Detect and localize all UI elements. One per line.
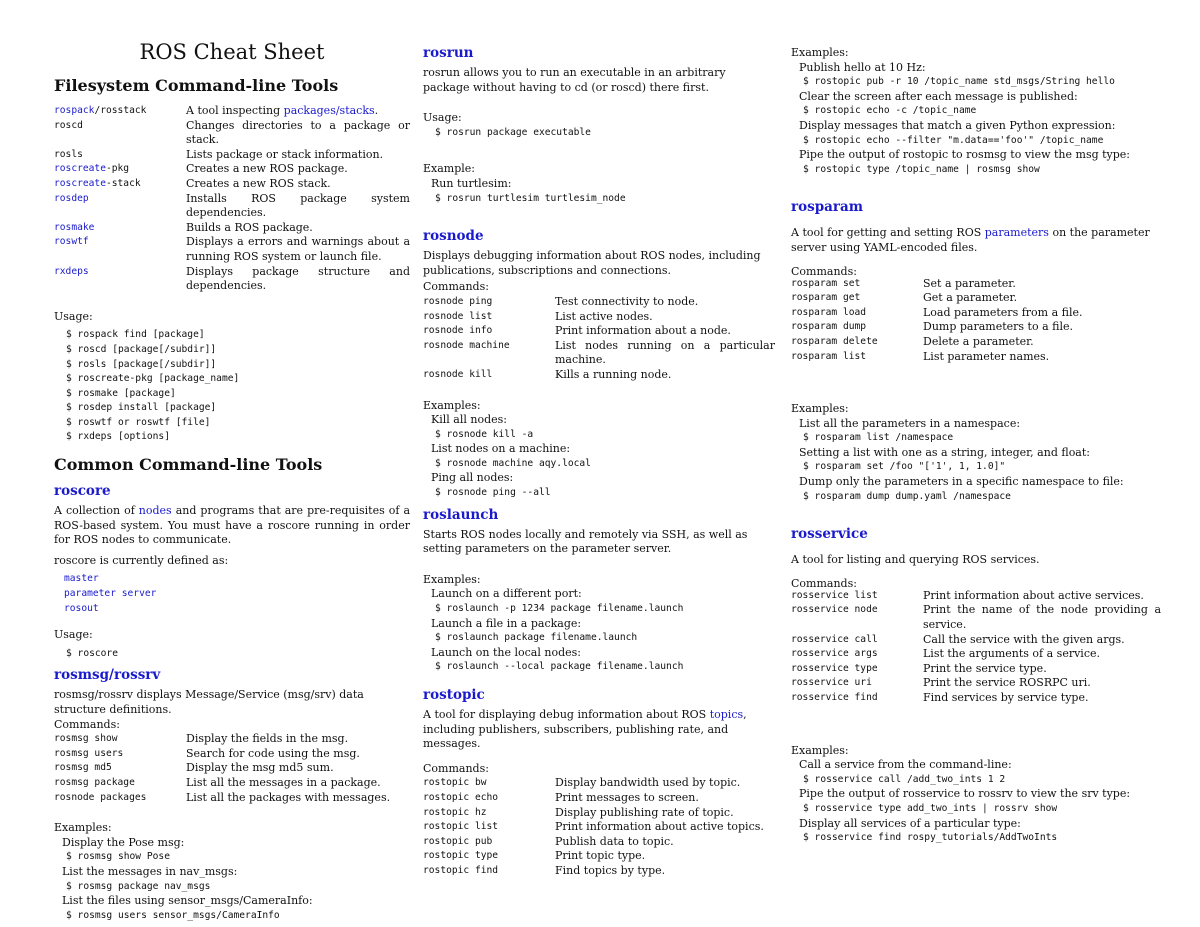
filesystem-tool-command (54, 162, 174, 177)
rostopic-command: rostopic list (423, 821, 499, 833)
rostopic-title: rostopic (423, 687, 485, 703)
roscore-components-list (54, 572, 410, 616)
topics-link[interactable]: topics (709, 708, 744, 721)
usage-command: $ roscd [package[/subdir]] (66, 343, 217, 355)
column-2 (423, 40, 775, 883)
rosmsg-description: Display the fields in the msg. (186, 732, 349, 746)
filesystem-tool-command (54, 148, 174, 163)
rostopic-description: Print topic type. (555, 849, 646, 863)
parameters-link[interactable]: parameters (984, 226, 1049, 240)
rostopic-command: rostopic bw (423, 777, 487, 789)
rosparam-command: rosparam list (791, 350, 867, 362)
rosrun-example-text: Run turtlesim: (431, 176, 512, 190)
rosparam-description: Dump parameters to a file. (923, 320, 1074, 334)
column-1 (54, 40, 410, 923)
rosservice-title: rosservice (791, 526, 868, 543)
rosservice-description: Print information about active services. (923, 588, 1144, 602)
rosparam-examples-list (791, 417, 1161, 505)
roscore-title: roscore (54, 483, 111, 500)
rosservice-command: rosservice uri (791, 677, 872, 689)
filesystem-tool-description (186, 119, 410, 148)
rosservice-example-text: Pipe the output of rosservice to rossrv to view the srv type: (799, 787, 1131, 801)
roscore-component-link[interactable]: parameter server (64, 588, 157, 600)
rostopic-command: rostopic find (423, 864, 499, 876)
description-text: Builds a ROS package. (186, 220, 313, 234)
rosmsg-command: rosnode packages (54, 791, 147, 803)
rostopic-example-text: Display messages that match a given Python expression: (799, 118, 1116, 132)
description-text: Creates a new ROS package. (186, 162, 348, 176)
rosparam-title: rosparam (791, 199, 864, 216)
rostopic-example-command: $ rostopic echo -c /topic_name (803, 105, 977, 117)
filesystem-tool-description (186, 265, 410, 294)
rosparam-example-text: Dump only the parameters in a specific namespace to file: (799, 475, 1124, 489)
description-text: Installs ROS package system dependencies. (186, 191, 410, 220)
rosnode-commands-table (423, 295, 775, 383)
usage-command: $ rosdep install [package] (66, 402, 217, 414)
rosservice-command: rosservice type (791, 662, 878, 674)
rosrun-usage-label: Usage: (423, 111, 462, 125)
usage-command: $ roscreate-pkg [package_name] (66, 373, 240, 385)
rosnode-title: rosnode (423, 228, 484, 245)
rostopic-commands-label: Commands: (423, 761, 489, 775)
usage-command: $ rosmake [package] (66, 387, 176, 399)
rosmsg-example-text: Display the Pose msg: (62, 835, 185, 849)
roscore-component-link[interactable]: rosout (64, 602, 99, 614)
filesystem-tools-heading: Filesystem Command-line Tools (54, 76, 339, 95)
roslaunch-example-command: $ roslaunch -p 1234 package filename.launch (435, 603, 684, 615)
filesystem-tool-description (186, 177, 410, 192)
description-text: Lists package or stack information. (186, 147, 384, 161)
filesystem-tool-command (54, 119, 174, 148)
description-text: A tool inspecting (186, 104, 284, 117)
rosservice-description: Print the service type. (923, 661, 1047, 675)
rosnode-description: Test connectivity to node. (555, 294, 699, 308)
rosmsg-commands-label: Commands: (54, 717, 120, 731)
rosservice-commands-table (791, 589, 1161, 706)
roscore-usage-label: Usage: (54, 628, 93, 642)
roscore-usage-command: $ roscore (66, 647, 118, 659)
rosmsg-title: rosmsg/rossrv (54, 667, 161, 684)
description-text: . (374, 104, 379, 117)
rosmsg-command: rosmsg md5 (54, 762, 112, 774)
rosmsg-commands-table (54, 732, 410, 805)
rosparam-description: Get a parameter. (923, 291, 1018, 305)
rosservice-command: rosservice list (791, 589, 878, 601)
usage-command: $ rosls [package[/subdir]] (66, 358, 217, 370)
rostopic-example-text: Pipe the output of rostopic to rosmsg to view the msg type: (799, 148, 1131, 162)
filesystem-tool-link[interactable]: rxdeps (54, 265, 89, 277)
rosnode-example-text: Ping all nodes: (431, 471, 514, 485)
filesystem-tool-link[interactable]: rosdep (54, 192, 89, 204)
rosnode-examples-label: Examples: (423, 398, 481, 412)
rostopic-examples-label: Examples: (791, 46, 849, 59)
rosmsg-description: List all the packages with messages. (186, 790, 391, 804)
rosparam-commands-label: Commands: (791, 264, 857, 278)
rosmsg-command: rosmsg users (54, 747, 124, 759)
rosparam-description: Delete a parameter. (923, 334, 1034, 348)
rosmsg-command: rosmsg package (54, 776, 135, 788)
filesystem-tool-description (186, 148, 410, 163)
filesystem-tool-command (54, 104, 174, 119)
usage-command: $ roswtf or roswtf [file] (66, 416, 211, 428)
rosparam-commands-table (791, 277, 1161, 365)
rostopic-description: Print information about active topics. (555, 820, 764, 834)
rosmsg-example-text: List the files using sensor_msgs/CameraInfo: (62, 894, 313, 908)
rostopic-command: rostopic pub (423, 835, 493, 847)
rosmsg-example-command: $ rosmsg package nav_msgs (66, 880, 211, 892)
rosnode-command: rosnode machine (423, 339, 510, 351)
rostopic-description: A tool for displaying debug information about ROS topics, including publishers, subscribers, publishing rate, and messages. (423, 708, 747, 751)
description-text: Creates a new ROS stack. (186, 176, 331, 190)
rosservice-description: Call the service with the given args. (923, 632, 1125, 646)
rostopic-examples-list (791, 61, 1161, 178)
packages-stacks-link[interactable]: packages/stacks (283, 104, 375, 117)
rosservice-command: rosservice args (791, 648, 878, 660)
rosparam-description: Load parameters from a file. (923, 305, 1083, 319)
usage-command: $ rxdeps [options] (66, 431, 170, 443)
roslaunch-title: roslaunch (423, 506, 499, 523)
rosparam-command: rosparam get (791, 292, 861, 304)
roslaunch-example-command: $ roslaunch --local package filename.launch (435, 661, 684, 673)
rostopic-example-text: Publish hello at 10 Hz: (799, 60, 926, 74)
roslaunch-example-text: Launch on the local nodes: (431, 645, 581, 659)
filesystem-tool-command (54, 221, 174, 236)
filesystem-tool-link[interactable]: rosmake (54, 221, 95, 233)
rosnode-description: Displays debugging information about ROS nodes, including publications, subscriptions and connections. (423, 249, 761, 277)
rosrun-description: rosrun allows you to run an executable in an arbitrary package without having to cd (or roscd) there first. (423, 66, 726, 94)
rosservice-commands-label: Commands: (791, 576, 857, 590)
rosmsg-command: rosmsg show (54, 733, 118, 745)
rosmsg-description: List all the messages in a package. (186, 775, 381, 789)
filesystem-usage-label: Usage: (54, 309, 93, 323)
rosservice-example-command: $ rosservice find rospy_tutorials/AddTwoInts (803, 832, 1058, 844)
filesystem-tool-link[interactable]: roswtf (54, 236, 89, 248)
roslaunch-example-text: Launch on a different port: (431, 587, 582, 601)
rosnode-example-command: $ rosnode ping --all (435, 487, 551, 499)
rosmsg-description: rosmsg/rossrv displays Message/Service (msg/srv) data structure definitions. (54, 688, 364, 716)
rosnode-example-text: Kill all nodes: (431, 413, 507, 427)
rostopic-commands-table (423, 776, 775, 878)
filesystem-tool-command (54, 192, 174, 221)
rosparam-command: rosparam load (791, 306, 867, 318)
description-text: Changes directories to a package or stack. (186, 118, 410, 147)
roslaunch-example-text: Launch a file in a package: (431, 616, 582, 630)
rosnode-examples-list (423, 413, 775, 501)
rosmsg-examples-list (54, 836, 410, 924)
rosnode-command: rosnode list (423, 310, 493, 322)
filesystem-tool-command-text: -pkg (105, 163, 130, 175)
rostopic-command: rostopic hz (423, 806, 487, 818)
rosservice-description: A tool for listing and querying ROS services. (791, 553, 1040, 567)
rosnode-description: Kills a running node. (555, 367, 672, 381)
nodes-link[interactable]: nodes (138, 504, 172, 518)
description-text: Displays package structure and dependencies. (186, 264, 410, 293)
rosservice-command: rosservice node (791, 604, 878, 616)
rosnode-command: rosnode ping (423, 295, 493, 307)
filesystem-usage-list (54, 328, 410, 445)
rostopic-description: Print messages to screen. (555, 790, 699, 804)
filesystem-tool-command (54, 235, 174, 264)
rosrun-title: rosrun (423, 45, 474, 61)
roslaunch-example-command: $ roslaunch package filename.launch (435, 632, 638, 644)
rosnode-example-text: List nodes on a machine: (431, 442, 571, 456)
filesystem-tool-description (186, 104, 410, 119)
rosservice-example-command: $ rosservice call /add_two_ints 1 2 (803, 773, 1006, 785)
rosservice-command: rosservice find (791, 692, 878, 703)
roscore-defined-text: roscore is currently defined as: (54, 553, 229, 567)
rostopic-command: rostopic echo (423, 791, 499, 803)
filesystem-tool-description (186, 235, 410, 264)
rosrun-example-label: Example: (423, 162, 475, 176)
rosparam-example-command: $ rosparam set /foo "['1', 1, 1.0]" (803, 461, 1006, 473)
rosmsg-examples-label: Examples: (54, 821, 112, 835)
filesystem-tools-table (54, 104, 410, 294)
rosservice-command: rosservice call (791, 633, 878, 645)
rosparam-example-command: $ rosparam list /namespace (803, 432, 954, 444)
rosnode-commands-label: Commands: (423, 280, 489, 294)
description-text: Displays a errors and warnings about a running ROS system or launch file. (186, 235, 410, 263)
rosmsg-example-command: $ rosmsg users sensor_msgs/CameraInfo (66, 909, 280, 921)
rosrun-example-command: $ rosrun turtlesim turtlesim_node (435, 192, 626, 204)
roslaunch-examples-list (423, 587, 775, 675)
rostopic-description: Find topics by type. (555, 863, 666, 877)
rosnode-description: List nodes running on a particular machine. (555, 338, 775, 367)
rosparam-description: A tool for getting and setting ROS parameters on the parameter server using YAML-encoded files. (791, 226, 1150, 254)
rosnode-example-command: $ rosnode kill -a (435, 428, 534, 440)
filesystem-tool-command-text: /rosstack (94, 105, 147, 116)
rosnode-example-command: $ rosnode machine aqy.local (435, 457, 591, 469)
filesystem-tool-description (186, 192, 410, 221)
rosmsg-example-command: $ rosmsg show Pose (66, 851, 170, 863)
rosparam-examples-label: Examples: (791, 402, 849, 416)
filesystem-tool-description (186, 162, 410, 177)
filesystem-tool-description (186, 221, 410, 236)
rostopic-example-command: $ rostopic pub -r 10 /topic_name std_msgs/String hello (803, 76, 1115, 88)
rosparam-command: rosparam set (791, 277, 861, 289)
rosparam-command: rosparam dump (791, 321, 867, 333)
filesystem-tool-command-text: rosls (54, 148, 83, 160)
roscore-description: A collection of nodes and programs that are pre-requisites of a ROS-based system. You must have a roscore running in order for ROS nodes to communicate. (54, 504, 411, 547)
rostopic-command: rostopic type (423, 850, 499, 862)
rosparam-description: List parameter names. (923, 349, 1050, 363)
filesystem-tool-command-text: roscd (54, 119, 83, 131)
rosnode-command: rosnode info (423, 325, 493, 337)
rosmsg-description: Display the msg md5 sum. (186, 761, 334, 775)
page-title: ROS Cheat Sheet (139, 40, 325, 64)
rostopic-example-text: Clear the screen after each message is published: (799, 89, 1078, 103)
rosparam-example-command: $ rosparam dump dump.yaml /namespace (803, 490, 1011, 502)
rosservice-description: Print the name of the node providing a service. (923, 603, 1161, 632)
column-3 (791, 46, 1161, 846)
filesystem-tool-link[interactable]: roscreate (54, 177, 106, 189)
roslaunch-examples-label: Examples: (423, 572, 481, 586)
filesystem-tool-command-text: -stack (105, 177, 141, 189)
rosservice-example-text: Call a service from the command-line: (799, 758, 1012, 772)
roslaunch-description: Starts ROS nodes locally and remotely via SSH, as well as setting parameters on the parameter server. (423, 527, 748, 556)
rostopic-description: Display publishing rate of topic. (555, 805, 734, 819)
rostopic-example-command: $ rostopic type /topic_name | rosmsg show (803, 163, 1040, 175)
rosservice-description: Find services by service type. (923, 691, 1089, 704)
filesystem-tool-command (54, 265, 174, 294)
rosnode-command: rosnode kill (423, 368, 493, 380)
common-tools-heading: Common Command-line Tools (54, 455, 323, 475)
rosparam-description: Set a parameter. (923, 276, 1016, 290)
rostopic-description: Publish data to topic. (555, 834, 674, 848)
rosservice-example-command: $ rosservice type add_two_ints | rossrv show (803, 802, 1058, 814)
rosnode-description: List active nodes. (555, 309, 653, 323)
filesystem-tool-command (54, 177, 174, 192)
rostopic-example-command: $ rostopic echo --filter "m.data=='foo'" /topic_name (803, 134, 1104, 146)
rosservice-examples-label: Examples: (791, 743, 849, 757)
rosparam-example-text: Setting a list with one as a string, integer, and float: (799, 445, 1090, 459)
usage-command: $ rospack find [package] (66, 329, 205, 341)
rosparam-example-text: List all the parameters in a namespace: (799, 416, 1021, 430)
rosrun-usage-command: $ rosrun package executable (435, 126, 591, 138)
rostopic-description: Display bandwidth used by topic. (555, 776, 741, 790)
filesystem-tool-link[interactable]: rospack (54, 105, 95, 116)
rosservice-example-text: Display all services of a particular type: (799, 816, 1021, 830)
rosservice-examples-list (791, 758, 1161, 846)
rosmsg-example-text: List the messages in nav_msgs: (62, 864, 238, 878)
rosparam-command: rosparam delete (791, 335, 878, 347)
roscore-component-link[interactable]: master (64, 573, 99, 585)
filesystem-tool-link[interactable]: roscreate (54, 163, 106, 175)
rosmsg-description: Search for code using the msg. (186, 746, 360, 760)
rosnode-description: Print information about a node. (555, 324, 731, 338)
rosservice-description: List the arguments of a service. (923, 647, 1100, 661)
rosservice-description: Print the service ROSRPC uri. (923, 676, 1091, 690)
